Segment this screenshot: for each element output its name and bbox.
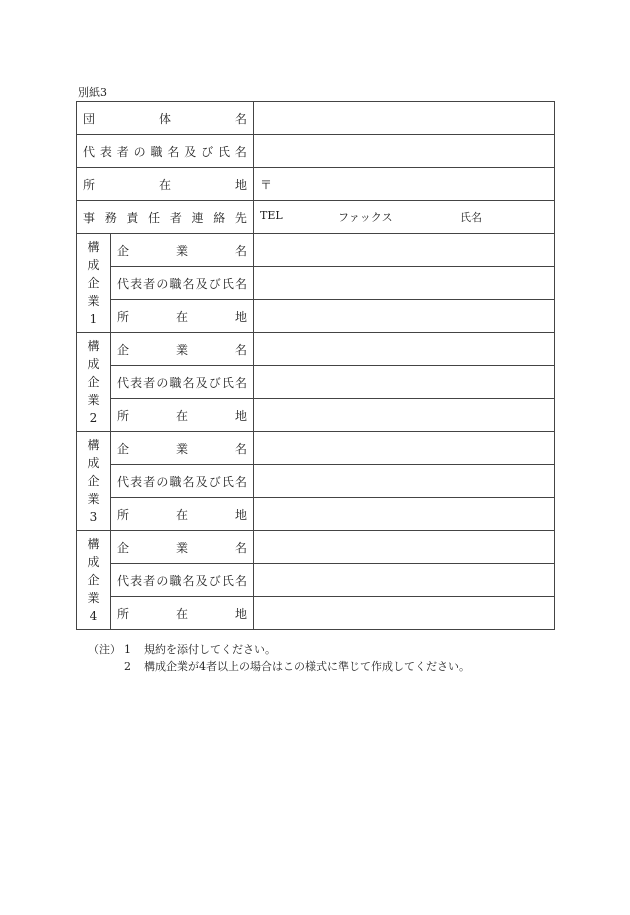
contact-tel: TEL [260, 209, 283, 222]
representative-label: 代 表 者 の 職 名 及 び 氏 名 [77, 135, 254, 168]
contact-label: 事 務 責 任 者 連 絡 先 [77, 201, 254, 234]
group-address-label: 所 在 地 [111, 399, 254, 432]
group-address-label: 所 在 地 [111, 498, 254, 531]
group-1-rep-row [77, 267, 555, 300]
org-name-label: 団 体 名 [77, 102, 254, 135]
group-company-label: 企 業 名 [111, 432, 254, 465]
note-2 [88, 658, 470, 675]
document-label: 別紙3 [78, 86, 107, 99]
group-2-company-row [77, 333, 555, 366]
note-prefix: （注） [88, 643, 121, 656]
group-2-rep-row [77, 366, 555, 399]
group-address-field[interactable] [254, 399, 555, 432]
group-label: 構 成 企 業 1 [77, 234, 111, 333]
note-text: 構成企業が4者以上の場合はこの様式に準じて作成してください。 [144, 660, 470, 673]
contact-fax: ファックス [338, 211, 393, 224]
group-label: 構 成 企 業 2 [77, 333, 111, 432]
address-row [77, 168, 555, 201]
org-name-row [77, 102, 555, 135]
group-company-field[interactable] [254, 234, 555, 267]
group-address-label: 所 在 地 [111, 597, 254, 630]
group-label: 構 成 企 業 4 [77, 531, 111, 630]
notes [88, 641, 470, 675]
group-2-address-row [77, 399, 555, 432]
group-address-field[interactable] [254, 498, 555, 531]
group-rep-field[interactable] [254, 267, 555, 300]
group-company-label: 企 業 名 [111, 333, 254, 366]
group-4-address-row [77, 597, 555, 630]
contact-row [77, 201, 555, 234]
address-field[interactable]: 〒 [254, 168, 555, 201]
group-4-rep-row [77, 564, 555, 597]
group-1-company-row [77, 234, 555, 267]
contact-field[interactable] [254, 201, 555, 234]
group-company-field[interactable] [254, 333, 555, 366]
group-address-label: 所 在 地 [111, 300, 254, 333]
group-company-label: 企 業 名 [111, 531, 254, 564]
group-3-rep-row [77, 465, 555, 498]
group-address-field[interactable] [254, 597, 555, 630]
group-rep-label: 代 表 者 の 職 名 及 び 氏 名 [111, 564, 254, 597]
group-company-field[interactable] [254, 432, 555, 465]
group-rep-field[interactable] [254, 564, 555, 597]
note-number: 1 [124, 643, 131, 656]
contact-name: 氏名 [460, 211, 483, 224]
group-company-label: 企 業 名 [111, 234, 254, 267]
representative-row [77, 135, 555, 168]
application-form-table [76, 101, 555, 630]
note-number: 2 [124, 660, 131, 673]
note-1 [88, 641, 470, 658]
representative-field[interactable] [254, 135, 555, 168]
group-address-field[interactable] [254, 300, 555, 333]
group-rep-label: 代 表 者 の 職 名 及 び 氏 名 [111, 267, 254, 300]
group-4-company-row [77, 531, 555, 564]
group-company-field[interactable] [254, 531, 555, 564]
group-rep-field[interactable] [254, 465, 555, 498]
group-1-address-row [77, 300, 555, 333]
group-rep-label: 代 表 者 の 職 名 及 び 氏 名 [111, 366, 254, 399]
group-rep-field[interactable] [254, 366, 555, 399]
note-text: 規約を添付してください。 [144, 643, 276, 656]
group-3-address-row [77, 498, 555, 531]
group-label: 構 成 企 業 3 [77, 432, 111, 531]
org-name-field[interactable] [254, 102, 555, 135]
group-3-company-row [77, 432, 555, 465]
address-label: 所 在 地 [77, 168, 254, 201]
group-rep-label: 代 表 者 の 職 名 及 び 氏 名 [111, 465, 254, 498]
